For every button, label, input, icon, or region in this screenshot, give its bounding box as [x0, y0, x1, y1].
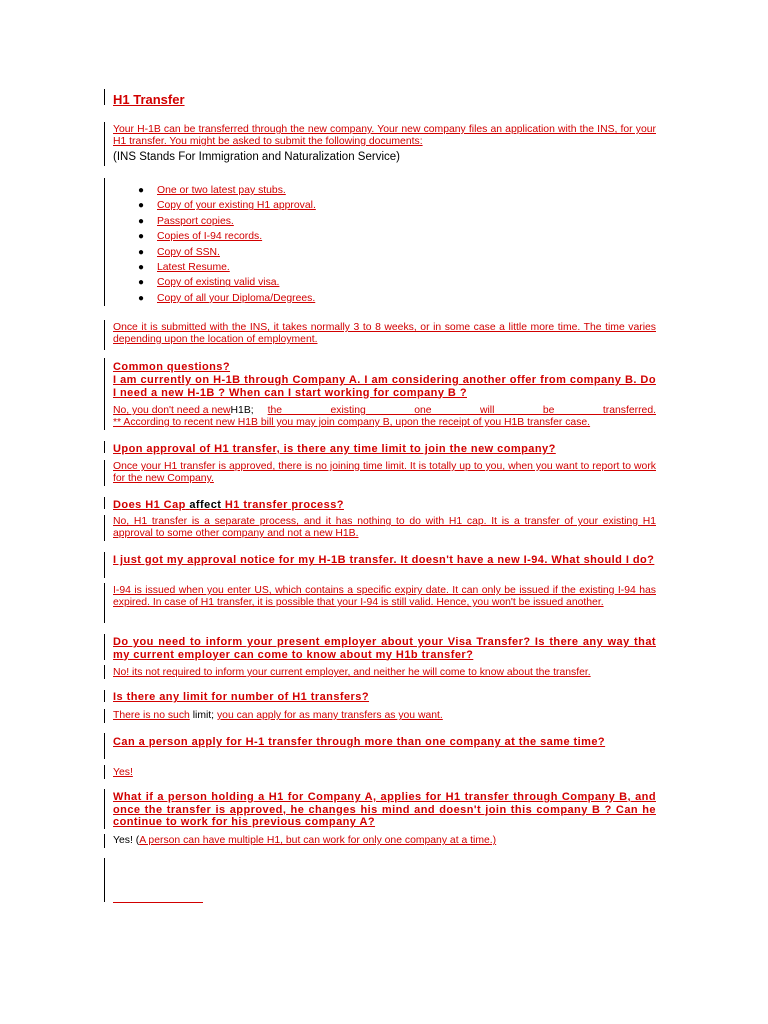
change-bar [104, 834, 105, 848]
faq-question-1: I am currently on H-1B through Company A. I am considering another offer from company B. Do I need a new H-1B ? When can I start working for company B ? [113, 374, 656, 399]
faq-answer-2: Once your H1 transfer is approved, there is no joining time limit. It is totally up to you, when you want to report to work for the new Company. [113, 461, 656, 484]
list-item[interactable]: ● One or two latest pay stubs. [157, 183, 316, 198]
list-item[interactable]: ● Copy of existing valid visa. [157, 275, 316, 290]
intro-paragraph: Your H-1B can be transferred through the new company. Your new company files an application with the INS, for your H1 transfer. You might be asked to submit the following documents: [113, 124, 656, 147]
faq-answer-8: Yes! (A person can have multiple H1, but can work for only one company at a time.) [113, 835, 497, 846]
faq-question-3: Does H1 Cap affect H1 transfer process? [113, 499, 344, 511]
faq-question-8: What if a person holding a H1 for Company A, applies for H1 transfer through Company B, and once the transfer is approved, he changes his mind and doesn't join this company B ? Can he continue to work for his previous company A? [113, 791, 656, 828]
faq-answer-3: No, H1 transfer is a separate process, and it has nothing to do with H1 cap. It is a transfer of your existing H1 approval to some other company and not a new H1B. [113, 516, 656, 539]
list-item[interactable]: ● Copies of I-94 records. [157, 229, 316, 244]
change-bar [104, 665, 105, 679]
change-bar [104, 765, 105, 779]
list-item[interactable]: ● Latest Resume. [157, 260, 316, 275]
list-item[interactable]: ● Copy of all your Diploma/Degrees. [157, 291, 316, 306]
change-bar [104, 583, 105, 623]
bullet-icon: ● [138, 262, 145, 274]
change-bar [104, 122, 105, 166]
signature-line [113, 902, 203, 903]
change-bar [104, 552, 105, 578]
faq-answer-4: I-94 is issued when you enter US, which contains a specific expiry date. It can only be issued if the existing I-94 has expired. In case of H1 transfer, it is possible that your I-94 is still valid. Hence, you won't be issued another. [113, 585, 656, 608]
bullet-icon: ● [138, 292, 145, 304]
list-item[interactable]: ● Passport copies. [157, 214, 316, 229]
page-title: H1 Transfer [113, 92, 185, 107]
bullet-icon: ● [138, 185, 145, 196]
faq-answer-5: No! its not required to inform your current employer, and neither he will come to know about the transfer. [113, 667, 591, 678]
processing-text: Once it is submitted with the INS, it takes normally 3 to 8 weeks, or in some case a little more time. The time varies depending upon the location of employment. [113, 322, 656, 345]
documents-list [138, 183, 316, 306]
change-bar [104, 789, 105, 829]
faq-answer-6: There is no such limit; you can apply for as many transfers as you want. [113, 710, 443, 721]
faq-question-5: Do you need to inform your present employer about your Visa Transfer? Is there any way that my current employer can come to know about my H1b transfer? [113, 636, 656, 661]
change-bar [104, 733, 105, 759]
list-item[interactable]: ● Copy of your existing H1 approval. [157, 198, 316, 213]
change-bar [104, 515, 105, 541]
faq-heading: Common questions? [113, 361, 231, 373]
faq-question-6: Is there any limit for number of H1 transfers? [113, 691, 370, 703]
change-bar [104, 858, 105, 902]
bullet-icon: ● [138, 246, 145, 258]
change-bar [104, 178, 105, 306]
intro-text [113, 124, 656, 148]
bullet-icon: ● [138, 231, 145, 243]
bullet-icon: ● [138, 277, 145, 289]
change-bar [104, 460, 105, 486]
faq-question-7: Can a person apply for H-1 transfer through more than one company at the same time? [113, 736, 606, 748]
bullet-icon: ● [138, 200, 145, 212]
change-bar [104, 441, 105, 453]
faq-answer-1-note: ** According to recent new H1B bill you may join company B, upon the receipt of you H1B transfer case. [113, 417, 591, 428]
change-bar [104, 690, 105, 702]
change-bar [104, 497, 105, 509]
list-item[interactable]: ● Copy of SSN. [157, 245, 316, 260]
faq-answer-1: No, you don't need a new H1B; the existing one will be transferred. ** According to recent new H1B bill you may join company B, upon the receipt of you H1B transfer case. [113, 405, 656, 428]
faq-question-4: I just got my approval notice for my H-1B transfer. It doesn't have a new I-94. What should I do? [113, 554, 655, 566]
change-bar [104, 89, 105, 105]
faq-answer-7: Yes! [113, 767, 133, 778]
ins-note: (INS Stands For Immigration and Naturalization Service) [113, 151, 400, 163]
change-bar [104, 634, 105, 660]
change-bar [104, 320, 105, 350]
bullet-icon: ● [138, 215, 145, 227]
change-bar [104, 709, 105, 723]
change-bar [104, 358, 105, 430]
faq-question-2: Upon approval of H1 transfer, is there any time limit to join the new company? [113, 443, 556, 455]
